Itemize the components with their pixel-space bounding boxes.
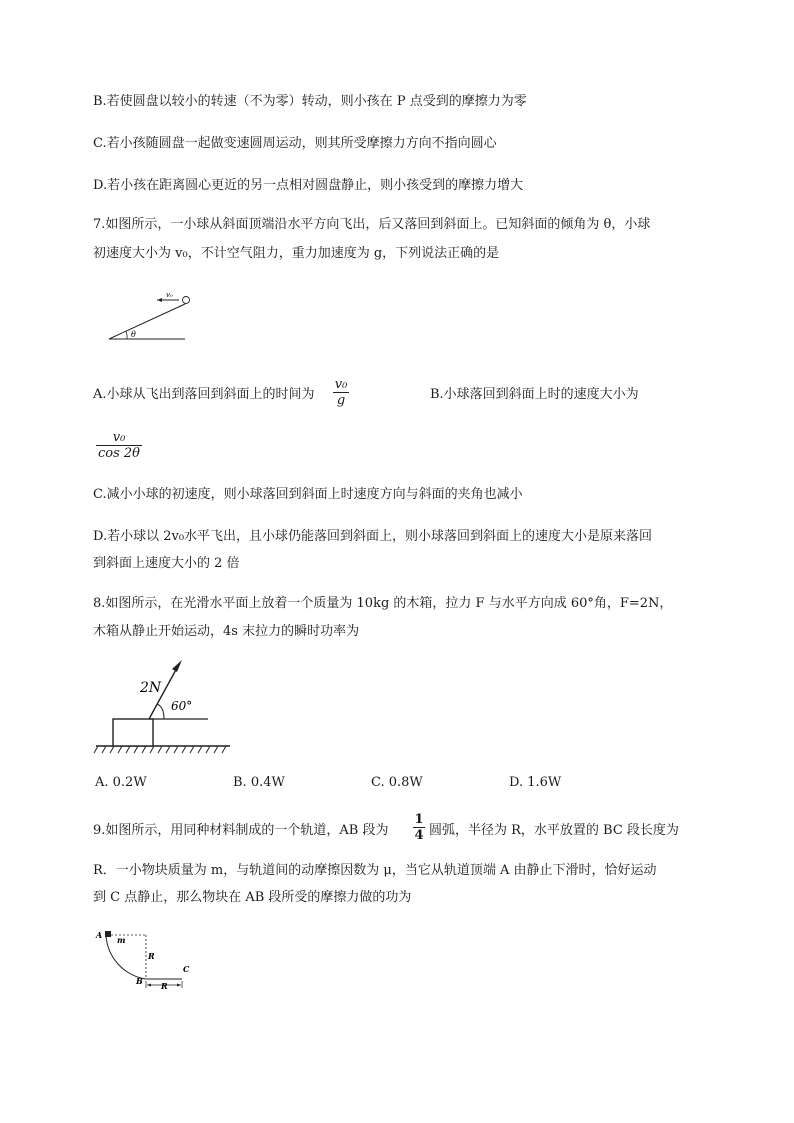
q7-option-d-line-1: D.若小球以 2v₀水平飞出，且小球仍能落回到斜面上，则小球落回到斜面上的速度大小是原来落回 [93, 529, 653, 544]
q7-angle-label: θ [131, 330, 136, 339]
q7-option-a-denominator: g [333, 392, 349, 408]
q9-radius-vertical-label: R [148, 951, 155, 961]
q8-box-figure [92, 658, 232, 756]
q8-option-d: D. 1.6W [509, 775, 562, 790]
q8-force-label: 2N [140, 680, 162, 696]
q8-option-b: B. 0.4W [233, 775, 285, 790]
q7-option-a-numerator: v₀ [334, 377, 348, 392]
q9-stem-line-1a: 9.如图所示，用同种材料制成的一个轨道，AB 段为 [93, 823, 389, 838]
q6-option-d: D.若小孩在距离圆心更近的另一点相对圆盘静止，则小孩受到的摩擦力增大 [93, 178, 524, 193]
q8-option-a: A. 0.2W [95, 775, 147, 790]
q9-fraction-denominator: 4 [414, 828, 424, 843]
q7-option-c: C.减小小球的初速度，则小球落回到斜面上时速度方向与斜面的夹角也减小 [93, 487, 523, 502]
q7-option-a-fraction [333, 377, 349, 408]
q8-angle-label: 60° [171, 699, 193, 713]
q9-radius-horizontal-label: R [161, 981, 168, 991]
q7-velocity-label: v₀ [166, 291, 173, 299]
q9-mass-label: m [117, 935, 126, 945]
q6-option-b: B.若使圆盘以较小的转速（不为零）转动，则小孩在 P 点受到的摩擦力为零 [93, 94, 527, 109]
q9-stem-line-2: R．一小物块质量为 m，与轨道间的动摩擦因数为 μ，当它从轨道顶端 A 由静止下滑时，恰好运动 [93, 863, 657, 878]
q9-quarter-fraction [413, 812, 425, 843]
q7-option-b-denominator: cos 2θ [97, 446, 140, 461]
q9-point-b-label: B [136, 976, 143, 986]
q9-stem-line-3: 到 C 点静止，那么物块在 AB 段所受的摩擦力做的功为 [93, 890, 412, 905]
q8-stem-line-2: 木箱从静止开始运动，4s 末拉力的瞬时功率为 [93, 624, 360, 639]
q7-option-b-fraction [96, 430, 142, 461]
q9-track-figure [92, 922, 202, 994]
q7-incline-figure [105, 288, 195, 346]
q9-stem-line-1b: 圆弧，半径为 R，水平放置的 BC 段长度为 [429, 823, 679, 838]
q7-option-d-line-2: 到斜面上速度大小的 2 倍 [93, 556, 240, 571]
q8-stem-line-1: 8.如图所示，在光滑水平面上放着一个质量为 10kg 的木箱，拉力 F 与水平方向成 60°角，F=2N， [93, 596, 673, 611]
q6-option-c: C.若小孩随圆盘一起做变速圆周运动，则其所受摩擦力方向不指向圆心 [93, 136, 497, 151]
q7-option-b-text: B.小球落回到斜面上时的速度大小为 [430, 387, 639, 402]
q9-point-a-label: A [96, 930, 103, 940]
q7-stem-line-1: 7.如图所示，一小球从斜面顶端沿水平方向飞出，后又落回到斜面上。已知斜面的倾角为 θ，小球 [93, 217, 651, 232]
q9-fraction-numerator: 1 [414, 812, 424, 827]
q7-option-b-numerator: v₀ [112, 430, 126, 445]
q7-stem-line-2: 初速度大小为 v₀，不计空气阻力，重力加速度为 g，下列说法正确的是 [93, 246, 500, 261]
q9-point-c-label: C [183, 964, 190, 974]
q7-option-a-text: A.小球从飞出到落回到斜面上的时间为 [93, 387, 315, 402]
q8-option-c: C. 0.8W [371, 775, 423, 790]
